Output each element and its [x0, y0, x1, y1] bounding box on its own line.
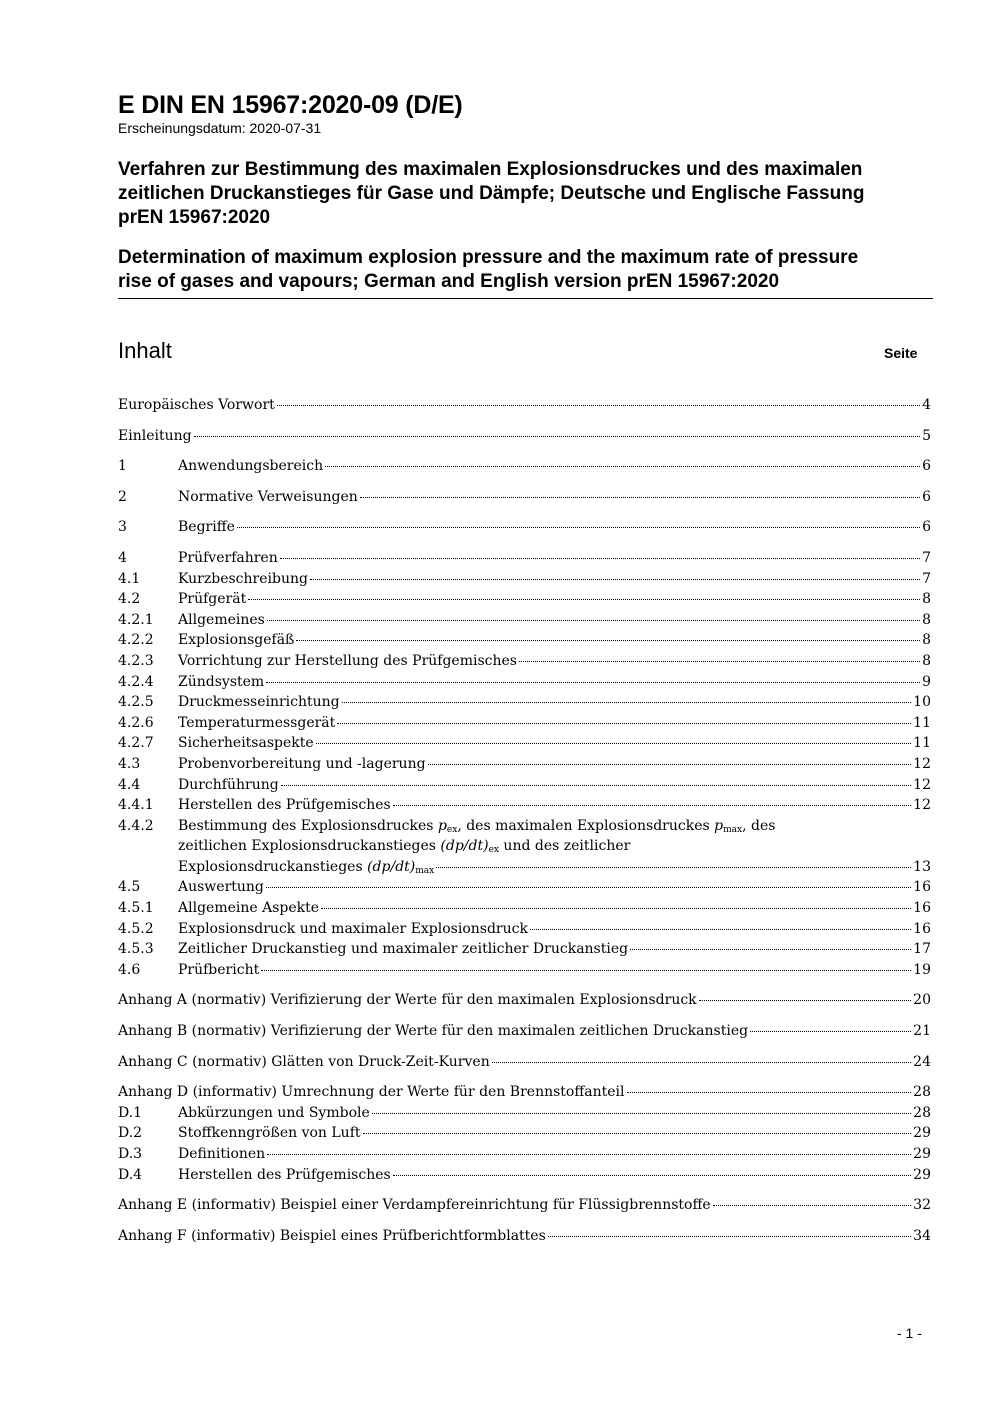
toc-entry[interactable]: [118, 651, 931, 672]
toc-entry-page: 8: [922, 611, 931, 628]
dot-leader: [372, 1113, 911, 1114]
toc-entry[interactable]: [118, 1082, 931, 1103]
toc-entry[interactable]: [118, 610, 931, 631]
dot-leader: [519, 661, 920, 662]
toc-entry-text: Prüfverfahren: [178, 549, 278, 566]
toc-entry[interactable]: [118, 672, 931, 693]
toc-entry-page: 16: [913, 879, 931, 896]
toc-entry-page: 16: [913, 900, 931, 917]
toc-entry-text: Definitionen: [178, 1146, 266, 1162]
toc-entry-page: 6: [922, 519, 931, 536]
dot-leader: [321, 908, 911, 909]
dot-leader: [277, 405, 920, 406]
toc-entry[interactable]: [118, 1195, 931, 1216]
toc-entry[interactable]: [118, 898, 931, 919]
toc-entry-number: 4.2.5: [118, 694, 154, 711]
toc-entry-text: Einleitung: [118, 427, 192, 444]
toc-entry[interactable]: [118, 517, 931, 538]
toc-entry-text: Allgemeine Aspekte: [178, 900, 320, 917]
dot-leader: [548, 1236, 911, 1237]
toc-entry-text: Stoffkenngrößen von Luft: [178, 1125, 361, 1142]
german-title-line: zeitlichen Druckanstieges für Gase und Dämpfe; Deutsche und Englische Fassung: [118, 183, 865, 204]
toc-entry-text: Zündsystem: [178, 673, 265, 690]
document-header: [118, 90, 933, 294]
toc-entry[interactable]: [118, 569, 931, 590]
toc-entry-page: 29: [913, 1125, 931, 1142]
toc-entry-text: Herstellen des Prüfgemisches: [178, 797, 391, 814]
toc-entry-page: 5: [922, 427, 931, 444]
toc-entry-page: 8: [922, 652, 931, 669]
dot-leader: [436, 867, 911, 868]
toc-entry-page: 11: [913, 714, 931, 731]
english-title-line: Determination of maximum explosion pressure and the maximum rate of pressure: [118, 247, 859, 268]
toc-entry-number: 4.2.1: [118, 611, 154, 628]
toc-entry-text: Zeitlicher Druckanstieg und maximaler zeitlicher Druckanstieg: [178, 941, 629, 958]
toc-entry-page: 12: [913, 797, 931, 814]
dot-leader: [296, 640, 920, 641]
toc-entry-number: 4.2.6: [118, 714, 154, 731]
toc-entry-number: D.2: [118, 1125, 143, 1142]
toc-entry[interactable]: [118, 692, 931, 713]
header-divider: [118, 298, 933, 299]
toc-heading: Inhalt: [118, 338, 172, 363]
toc-entry-number: 4.6: [118, 961, 141, 978]
toc-entry-text: Anhang F (informativ) Beispiel eines Prüfberichtformblattes: [118, 1227, 546, 1244]
dot-leader: [194, 436, 921, 437]
dot-leader: [360, 497, 920, 498]
toc-entry-text: Explosionsdruck und maximaler Explosionsdruck: [178, 920, 528, 937]
toc-entry-text: Vorrichtung zur Herstellung des Prüfgemisches: [178, 652, 517, 669]
dot-leader: [237, 527, 920, 528]
toc-entry-number: 4.5.2: [118, 920, 154, 937]
toc-entry-text: Explosionsgefäß: [178, 632, 295, 649]
toc-entry-text: Auswertung: [178, 879, 264, 896]
dot-leader: [280, 558, 920, 559]
toc-entry-text: Anhang D (informativ) Umrechnung der Werte für den Brennstoffanteil: [118, 1084, 625, 1101]
toc-entry-page: 21: [913, 1023, 931, 1040]
toc-entry[interactable]: [118, 487, 931, 508]
toc-entry[interactable]: [118, 426, 931, 447]
toc-entry[interactable]: [118, 589, 931, 610]
toc-entry-number: 4.5.1: [118, 900, 154, 917]
dot-leader: [325, 466, 920, 467]
toc-entry-text: Anwendungsbereich: [178, 458, 324, 475]
dot-leader: [267, 1154, 911, 1155]
toc-entry-page: 6: [922, 488, 931, 505]
toc-entry-text: Europäisches Vorwort: [118, 397, 275, 413]
toc-entry[interactable]: [118, 395, 931, 416]
toc-entry-text: Temperaturmessgerät: [178, 714, 336, 731]
german-title: [118, 158, 933, 230]
dot-leader: [261, 970, 911, 971]
toc-entry-page: 16: [913, 920, 931, 937]
toc-entry-number: 4.2.7: [118, 735, 154, 752]
dot-leader: [713, 1205, 911, 1206]
dot-leader: [281, 785, 911, 786]
toc-entry-page: 29: [913, 1146, 931, 1162]
toc-entry-page: 13: [913, 858, 931, 875]
dot-leader: [393, 805, 911, 806]
toc-entry-number: 4.2.3: [118, 652, 154, 669]
toc-entry[interactable]: [118, 456, 931, 477]
dot-leader: [699, 1000, 912, 1001]
toc-entry-number: 4.4.2: [118, 817, 154, 834]
toc-entry[interactable]: [118, 548, 931, 569]
toc-entry-number: 4.4.1: [118, 797, 154, 814]
toc-entry[interactable]: [118, 1021, 931, 1042]
toc-entry-text: Kurzbeschreibung: [178, 570, 308, 587]
toc-entry-continuation: zeitlichen Explosionsdruckanstieges $(dp/dt)_{ex}$ und des zeitlicher: [178, 838, 631, 856]
toc-entry[interactable]: [118, 754, 931, 775]
toc-entry-number: 1: [118, 458, 127, 475]
english-title: [118, 246, 933, 294]
dot-leader: [393, 1175, 911, 1176]
toc-entry-page: 11: [913, 735, 931, 752]
toc-entry-page: 17: [913, 941, 931, 958]
toc-entry-number: 4.2: [118, 591, 141, 608]
german-title-line: prEN 15967:2020: [118, 207, 271, 228]
toc-entry[interactable]: [118, 775, 931, 796]
toc-entry[interactable]: [118, 1226, 931, 1247]
toc-entry-number: D.1: [118, 1104, 143, 1121]
toc-entry[interactable]: [118, 733, 931, 754]
toc-entry-page: 32: [913, 1197, 931, 1214]
toc-entry[interactable]: [118, 877, 931, 898]
dot-leader: [342, 702, 912, 703]
toc-entry-page: 8: [922, 632, 931, 649]
toc-entry-text: Sicherheitsaspekte: [178, 735, 314, 752]
toc-entry-number: 4.2.4: [118, 673, 154, 690]
toc-entry-page: 10: [913, 694, 931, 711]
toc-entry[interactable]: [118, 1165, 931, 1186]
toc-entry-number: 4.1: [118, 570, 141, 587]
dot-leader: [428, 764, 912, 765]
toc-entry-text: Allgemeines: [178, 611, 265, 628]
toc-entry-text: Durchführung: [178, 776, 279, 793]
toc-entry-number: 4: [118, 549, 127, 566]
toc-entry-page: 6: [922, 458, 931, 475]
toc-entry-text: Probenvorbereitung und -lagerung: [178, 755, 426, 772]
toc-entry-page: 12: [913, 776, 931, 793]
toc-entry-number: D.4: [118, 1166, 143, 1183]
toc-entry-text: Abkürzungen und Symbole: [178, 1104, 370, 1121]
dot-leader: [492, 1062, 911, 1063]
toc-entry-text: Prüfgerät: [178, 591, 247, 608]
toc-entry-page: 12: [913, 755, 931, 772]
toc-entry-page: 7: [922, 570, 931, 587]
toc-entry[interactable]: [118, 960, 931, 981]
toc-entry-text: Anhang E (informativ) Beispiel einer Verdampfereinrichtung für Flüssigbrennstoffe: [118, 1197, 711, 1214]
toc-entry-text: Druckmesseinrichtung: [178, 694, 340, 711]
toc-entry-page: 4: [922, 397, 931, 413]
dot-leader: [530, 929, 911, 930]
toc-entry-text: Begriffe: [178, 519, 235, 536]
dot-leader: [750, 1031, 911, 1032]
dot-leader: [266, 682, 920, 683]
toc-page-label: Seite: [884, 345, 918, 361]
toc-entry-page: 9: [922, 673, 931, 690]
toc-entry[interactable]: [118, 919, 931, 940]
toc-entry-number: 4.4: [118, 776, 141, 793]
toc-entry-number: 4.2.2: [118, 632, 154, 649]
toc-entry[interactable]: [118, 795, 931, 816]
toc-entry[interactable]: [118, 630, 931, 651]
toc-entry[interactable]: [118, 990, 931, 1011]
dot-leader: [310, 579, 920, 580]
toc-entry-number: 3: [118, 519, 127, 536]
dot-leader: [316, 743, 912, 744]
toc-entry-page: 34: [913, 1227, 931, 1244]
dot-leader: [267, 620, 920, 621]
dot-leader: [630, 949, 911, 950]
toc-entry-text: Anhang B (normativ) Verifizierung der Werte für den maximalen zeitlichen Druckanstieg: [118, 1023, 749, 1040]
toc-entry[interactable]: [118, 1123, 931, 1144]
dot-leader: [627, 1092, 912, 1093]
toc-entry-text: Anhang A (normativ) Verifizierung der Werte für den maximalen Explosionsdruck: [118, 992, 697, 1009]
dot-leader: [337, 723, 911, 724]
toc-entry-page: 28: [913, 1104, 931, 1121]
toc-entry-page: 28: [913, 1084, 931, 1101]
document-number: E DIN EN 15967:2020-09 (D/E): [118, 91, 463, 119]
toc-entry-number: 2: [118, 488, 127, 505]
table-of-contents: [118, 395, 931, 1246]
publication-date: Erscheinungsdatum: 2020-07-31: [118, 120, 322, 136]
toc-entry-page: 19: [913, 961, 931, 978]
toc-entry-page: 29: [913, 1166, 931, 1183]
toc-entry-number: D.3: [118, 1146, 143, 1162]
toc-entry[interactable]: [118, 1144, 931, 1165]
toc-entry-multiline[interactable]: [118, 816, 931, 837]
toc-entry[interactable]: [118, 1052, 931, 1073]
dot-leader: [248, 599, 920, 600]
toc-entry-text: Herstellen des Prüfgemisches: [178, 1166, 391, 1183]
german-title-line: Verfahren zur Bestimmung des maximalen Explosionsdruckes und des maximalen: [118, 159, 863, 180]
toc-entry-text: Anhang C (normativ) Glätten von Druck-Zeit-Kurven: [118, 1053, 490, 1070]
toc-entry-page: 7: [922, 549, 931, 566]
dot-leader: [363, 1133, 912, 1134]
toc-entry-number: 4.5: [118, 879, 141, 896]
toc-entry-text: Bestimmung des Explosionsdruckes $p_{ex}$, des maximalen Explosionsdruckes $p_{max}$, des: [178, 817, 776, 835]
toc-entry-page: 24: [913, 1053, 931, 1070]
toc-entry-page: 20: [913, 992, 931, 1009]
page-number: - 1 -: [897, 1325, 922, 1341]
english-title-line: rise of gases and vapours; German and English version prEN 15967:2020: [118, 271, 780, 292]
toc-entry-number: 4.3: [118, 755, 141, 772]
toc-entry-continuation: Explosionsdruckanstieges $(dp/dt)_{max}$ 13: [178, 858, 931, 876]
toc-entry-page: 8: [922, 591, 931, 608]
toc-entry-text: Normative Verweisungen: [178, 488, 358, 505]
toc-entry[interactable]: [118, 1103, 931, 1124]
toc-entry[interactable]: [118, 713, 931, 734]
dot-leader: [266, 887, 911, 888]
toc-entry[interactable]: [118, 939, 931, 960]
toc-entry-text: Prüfbericht: [178, 961, 260, 978]
toc-entry-number: 4.5.3: [118, 941, 154, 958]
